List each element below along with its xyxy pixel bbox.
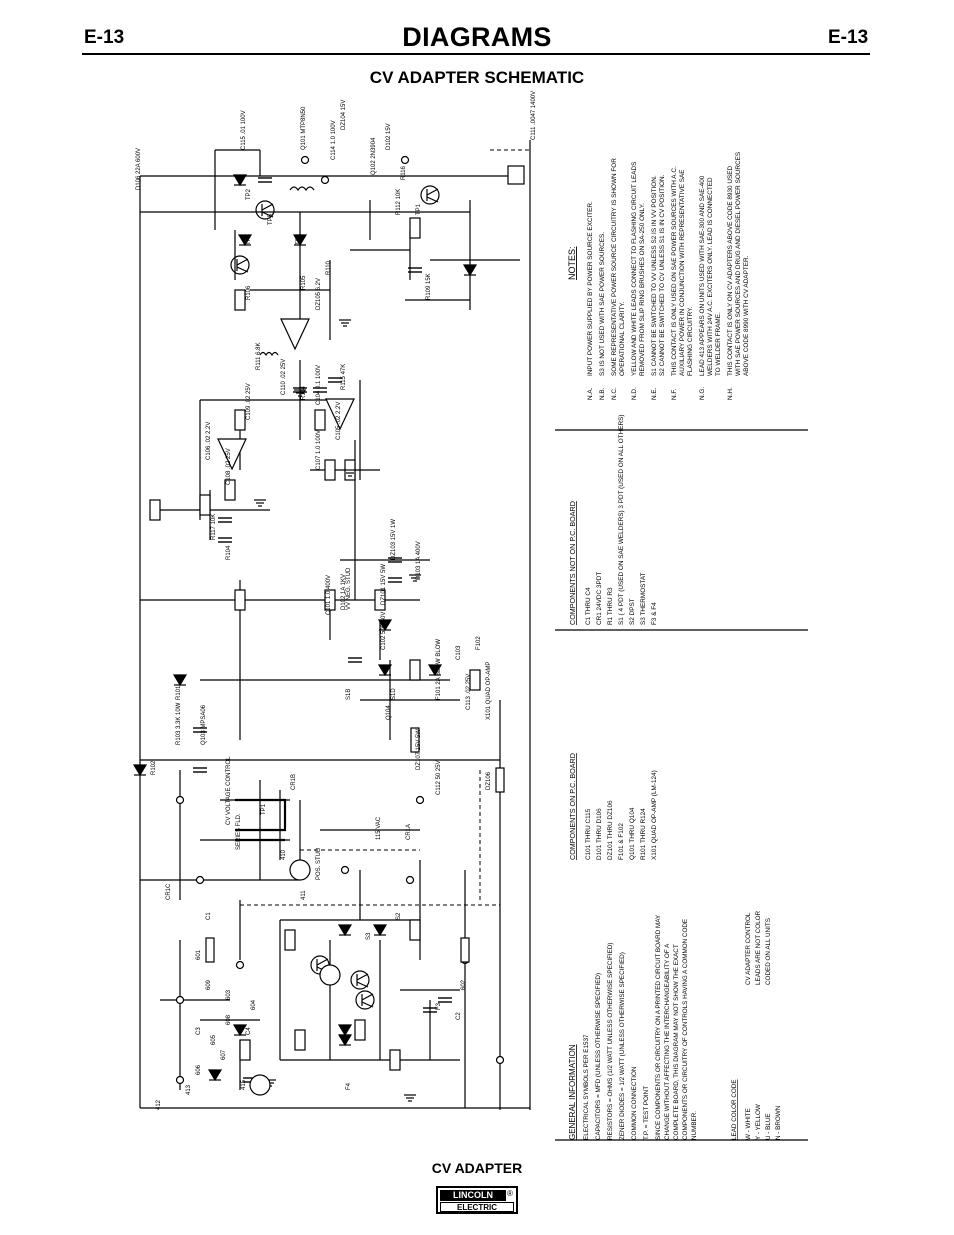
component-label: R112 10K (396, 188, 402, 215)
note-text: THIS CONTACT IS ONLY USED ON SAE POWER SOURCES WITH A.C. (671, 166, 678, 376)
note-text: S3 IS NOT USED WITH SAE POWER SOURCES. (599, 231, 606, 376)
component-label: 602 (461, 979, 467, 990)
not-on-board-item: CR1 24VDC 3PDT (596, 571, 603, 625)
component-label: TP1 (261, 803, 267, 815)
component-label: C104 0.1 100V (316, 364, 322, 405)
capacitor (258, 178, 272, 182)
terminal (197, 877, 204, 884)
note-text: S2 CANNOT BE SWITCHED TO CV UNLESS S1 IS IN CV POSITION. (659, 174, 666, 376)
general-info-line: RESISTORS = OHMS (1/2 WATT UNLESS OTHERWISE SPECIFIED) (607, 942, 614, 1140)
general-info-line: COMMON CONNECTION (631, 1066, 638, 1140)
not-on-board-item: S2 DPST (629, 598, 636, 625)
fuse (461, 938, 469, 962)
note-key: N.E. (651, 387, 658, 400)
diode (209, 1070, 221, 1080)
diode (379, 665, 391, 675)
component-label: S2 (396, 912, 402, 920)
logo-top-text: LINCOLN (440, 1190, 506, 1201)
resistor (240, 1040, 250, 1060)
page-code-left: E-13 (84, 27, 125, 48)
resistor (315, 410, 325, 430)
component-label: C102 500 50V (381, 611, 387, 650)
general-info-title: GENERAL INFORMATION (568, 1044, 577, 1140)
component-label: D103 1A 400V (416, 541, 422, 580)
component-label: POS. STUD (316, 847, 322, 880)
capacitor (348, 658, 362, 662)
note-text: THIS CONTACT IS ONLY ON CV ADAPTERS ABOVE CODE 8930 USED (727, 165, 734, 376)
component-label: R115 47K (341, 363, 347, 390)
component-label: 607 (221, 1049, 227, 1060)
component-label: R106 (246, 285, 252, 300)
note-text: FLASHING CIRCUITRY. (687, 306, 694, 376)
lead-code-item: Y - YELLOW (755, 1104, 762, 1140)
component-label: F102 (476, 636, 482, 650)
component-label: D106 22A 600V (136, 147, 142, 190)
note-key: N.F. (671, 388, 678, 400)
note-key: N.C. (611, 387, 618, 400)
capacitor (218, 538, 232, 542)
lead-code-item: U - BLUE (765, 1113, 772, 1140)
resistor (285, 930, 295, 950)
component-label: C2 (456, 1012, 462, 1020)
coil (260, 353, 278, 356)
terminal (417, 797, 424, 804)
general-info-line: T.P. = TEST POINT (643, 1085, 650, 1140)
component-label: TP4 (246, 233, 252, 245)
resistor (325, 460, 335, 480)
resistor (235, 590, 245, 610)
resistor (410, 920, 420, 940)
diode (339, 1025, 351, 1035)
component-label: Q102 2N3904 (371, 137, 377, 175)
lead-note-line: CV ADAPTER CONTROL (745, 912, 752, 985)
resistor (390, 1050, 400, 1070)
note-key: N.B. (599, 387, 606, 400)
resistor (200, 495, 210, 515)
wire-traces (140, 140, 530, 1110)
not-on-board-item: S1 { 4 PDT (USED ON SAE WELDERS) 3 PDT (USED ON ALL OTHERS) (618, 414, 625, 625)
note-text: TO WELDER FRAME. (715, 312, 722, 376)
component-label: X101 QUAD OP-AMP (486, 661, 492, 720)
diode (174, 675, 186, 685)
page-title: DIAGRAMS (402, 22, 552, 52)
note-key: N.G. (699, 386, 706, 400)
component-label: TP5 (268, 213, 274, 225)
component-label: VV NEG. STUD (346, 567, 352, 610)
component-label: S1B (346, 688, 352, 700)
component-label: C110 .02 25V (281, 358, 287, 395)
component-label: S3 (366, 932, 372, 940)
component-label: Q103 MPSA06 (201, 704, 207, 745)
not-on-board-title: COMPONENTS NOT ON P.C. BOARD (568, 501, 577, 625)
general-info-line: CAPACITORS = MFD (UNLESS OTHERWISE SPECIFIED) (595, 972, 602, 1140)
terminal (177, 997, 184, 1004)
component-label: C1 (206, 912, 212, 920)
notes-title: NOTES: (567, 246, 577, 280)
general-info-line: NUMBER. (691, 1110, 698, 1140)
component-label: D102 15V (386, 123, 392, 150)
component-label: 412 (156, 1099, 162, 1110)
note-key: N.D. (631, 387, 638, 400)
not-on-board-item: F3 & F4 (651, 602, 658, 625)
general-info-line: COMPONENTS OR CIRCUITRY OF CONTROLS HAVING A COMMON CODE (682, 918, 689, 1140)
resistor (410, 660, 420, 680)
transistor (351, 971, 369, 989)
component-label: F4 (346, 1082, 352, 1090)
page-code-right: E-13 (828, 27, 869, 48)
terminal (342, 867, 349, 874)
on-board-item: X101 QUAD OP-AMP (LM-124) (651, 770, 658, 860)
lincoln-electric-logo (436, 1186, 518, 1214)
component-label: C115 .01 100V (241, 110, 247, 150)
general-info-line: ZENER DIODES = 1/2 WATT (UNLESS OTHERWISE SPECIFIED) (619, 952, 626, 1140)
on-board-item: C101 THRU C115 (585, 808, 592, 860)
general-info-line: CHANGE WITHOUT AFFECTING THE INTERCHANGEABILITY OF A (664, 943, 671, 1140)
note-key: N.A. (587, 387, 594, 400)
note-text: WITH SAE POWER SOURCES AND DRUG AND DIESEL POWER SOURCES (735, 151, 742, 376)
meter-circle (290, 860, 310, 880)
note-text: SOME REPRESENTATIVE POWER SOURCE CIRCUITRY IS SHOWN FOR (611, 158, 618, 376)
logo-registered-mark: ® (507, 1189, 513, 1198)
diode (134, 765, 146, 775)
capacitor (388, 578, 402, 582)
component-label: 410 (281, 849, 287, 860)
general-info-line: ELECTRICAL SYMBOLS PER E1537 (583, 1034, 590, 1140)
on-board-item: DZ101 THRU DZ106 (607, 800, 614, 860)
component-label: CR1C (166, 883, 172, 900)
component-label: C4 (246, 1027, 252, 1035)
general-information (568, 910, 782, 1140)
not-on-board-item: S3 THERMOSTAT (640, 572, 647, 625)
component-label: 605 (211, 1034, 217, 1045)
relay-coil (250, 1075, 270, 1095)
component-label: C101 1.0 400V (326, 574, 332, 615)
diagram-subtitle: CV ADAPTER SCHEMATIC (369, 68, 585, 87)
relay-coil (320, 965, 340, 985)
component-label: 411 (301, 890, 307, 900)
component-label: DZ105 6.2V (316, 277, 322, 310)
not-on-board-item: C1 THRU C4 (585, 587, 592, 625)
component-label: R103 3.3K 10W (176, 702, 182, 745)
component-label: CV VOLTAGE CONTROL (226, 756, 232, 825)
component-label: R110 (326, 261, 332, 275)
general-info-line: SINCE COMPONENTS OR CIRCUITRY ON A PRINTED CIRCUIT BOARD MAY (655, 914, 662, 1140)
component-label: C111 .0047 1400V (531, 90, 537, 140)
component-label: R117 10K (211, 513, 217, 540)
component-label: C107 1.0 100V (316, 429, 322, 470)
component-label: R111 6.8K (256, 342, 262, 370)
component-label: 606 (196, 1064, 202, 1075)
component-label: 604 (251, 999, 257, 1010)
component-label: DZ107 15V 5W (416, 728, 422, 770)
notes-block (567, 152, 750, 400)
general-info-line: COMPLETE BOARD, THIS DIAGRAM MAY NOT SHOW THE EXACT (673, 944, 680, 1140)
note-text: ABOVE CODE 8990 WITH CV ADAPTER. (743, 255, 750, 376)
lead-code-item: W - WHITE (745, 1108, 752, 1140)
component-label: C112 50 25V (436, 760, 442, 795)
note-text: WELDERS WITH 24V A.C. EXCITERS ONLY. LEAD IS CONNECTED (707, 177, 714, 376)
component-label: 413 (186, 1084, 192, 1095)
component-label: 608 (226, 1014, 232, 1025)
capacitor (328, 378, 342, 382)
component-label: SERIES FLD. (236, 813, 242, 850)
component-label: CR1B (291, 773, 297, 790)
on-board-title: COMPONENTS ON P.C. BOARD (568, 753, 577, 860)
resistor (235, 290, 245, 310)
note-text: REMOVED FROM SLIP RING BRUSHES ON SA-250 ONLY. (639, 203, 646, 376)
lead-note-line: LEADS ARE NOT COLOR (755, 910, 762, 985)
lead-code-title: LEAD COLOR CODE (731, 1079, 738, 1140)
component-label: R109 15K (426, 273, 432, 300)
fuse (496, 768, 504, 792)
diode (464, 265, 476, 275)
capacitor (218, 518, 232, 522)
capacitor (438, 998, 452, 1002)
note-text: OPERATIONAL CLARITY. (619, 301, 626, 376)
footer-section-label: CV ADAPTER (431, 1160, 523, 1176)
component-label: TP2 (246, 188, 252, 200)
component-label: DZ104 15V (341, 99, 347, 130)
component-label: 609 (206, 979, 212, 990)
component-label: F3 (436, 1002, 442, 1010)
capacitor (193, 768, 207, 772)
resistor (295, 1030, 305, 1050)
resistor (355, 1020, 365, 1040)
op-amp (218, 439, 246, 469)
resistor (235, 410, 245, 430)
note-text: YELLOW AND WHITE LEADS CONNECT TO FLASHING CIRCUIT LEADS (631, 161, 638, 376)
component-label: C106 .02 2.2V (206, 421, 212, 460)
ground-symbol (254, 500, 266, 506)
terminal (497, 1057, 504, 1064)
note-text: LEAD 413 APPEARS ON UNITS USED WITH SAE-300 AND SAE-400 (699, 175, 706, 376)
component-label: C105 .02 2.2V (336, 401, 342, 440)
op-amp (281, 319, 309, 349)
diode (339, 925, 351, 935)
component-label: R114 (301, 386, 307, 400)
component-label: CR1A (406, 823, 412, 840)
note-text: AUXILIARY POWER IN CONJUNCTION WITH REPRESENTATIVE SAE (679, 169, 686, 376)
component-label: F101 2A SLOW BLOW (436, 638, 442, 700)
component-label: R116 (401, 166, 407, 180)
terminal (302, 157, 309, 164)
diode (234, 175, 246, 185)
resistor (150, 500, 160, 520)
components-not-on-board (568, 415, 658, 625)
component-label: C109 .02 25V (246, 383, 252, 420)
diode (234, 1025, 246, 1035)
component-label: DZ103 15V 1W (391, 518, 397, 560)
component-label: R104 (226, 545, 232, 560)
component-label: Q101 MTP8N50 (301, 106, 307, 150)
component-label: Q104 (386, 705, 392, 720)
component-label: TP3 (296, 233, 302, 245)
component-label: R102 (151, 760, 157, 775)
transistor (356, 991, 374, 1009)
diode (339, 1035, 351, 1045)
terminal (322, 177, 329, 184)
component-label: C114 1.0 100V (331, 120, 337, 160)
connector-block (508, 166, 524, 184)
component-label: 115 VAC (376, 816, 382, 840)
coil (290, 187, 314, 190)
component-label: 415 (241, 1079, 247, 1090)
terminal (177, 1077, 184, 1084)
note-key: N.H. (727, 387, 734, 400)
component-label: TP1 (416, 203, 422, 215)
on-board-item: Q101 THRU Q104 (629, 807, 636, 860)
schematic-components (134, 157, 524, 1102)
component-label: S1D (391, 688, 397, 700)
terminal (237, 962, 244, 969)
ground-symbol (404, 1095, 416, 1101)
component-label: R105 (301, 275, 307, 290)
note-text: S1 CANNOT BE SWITCHED TO VV UNLESS S2 IS IN VV POSITION. (651, 175, 658, 376)
component-label: C108 .02 25V (226, 448, 232, 485)
note-text: INPUT POWER SUPPLIED BY POWER SOURCE EXCITER. (587, 201, 594, 376)
component-label: C3 (196, 1027, 202, 1035)
component-label: DZ106 (486, 771, 492, 790)
component-label: R101 (176, 685, 182, 700)
not-on-board-item: R1 THRU R3 (607, 587, 614, 625)
logo-bottom-text: ELECTRIC (440, 1202, 514, 1212)
terminal (402, 157, 409, 164)
dashed-mechanical-links (240, 150, 530, 905)
component-label: C103 (456, 645, 462, 660)
on-board-item: F101 & F102 (618, 823, 625, 860)
transistor (421, 186, 439, 204)
terminal (407, 877, 414, 884)
component-label: DZ101 15V 5W (381, 563, 387, 605)
lead-note-line: CODED ON ALL UNITS (765, 918, 772, 985)
fuse (206, 938, 214, 962)
terminal (177, 797, 184, 804)
transistor (231, 256, 249, 274)
component-label: C113 .02 25V (466, 673, 472, 710)
component-label: 603 (226, 989, 232, 1000)
on-board-item: R101 THRU R124 (640, 808, 647, 860)
resistor (410, 218, 420, 238)
on-board-item: D101 THRU D106 (596, 808, 603, 860)
component-label: 601 (196, 949, 202, 960)
diode (374, 925, 386, 935)
ground-symbol (339, 320, 351, 326)
components-on-board (568, 753, 658, 860)
lead-code-item: N - BROWN (775, 1105, 782, 1140)
component-label: D102 1A 1KV (341, 573, 347, 610)
